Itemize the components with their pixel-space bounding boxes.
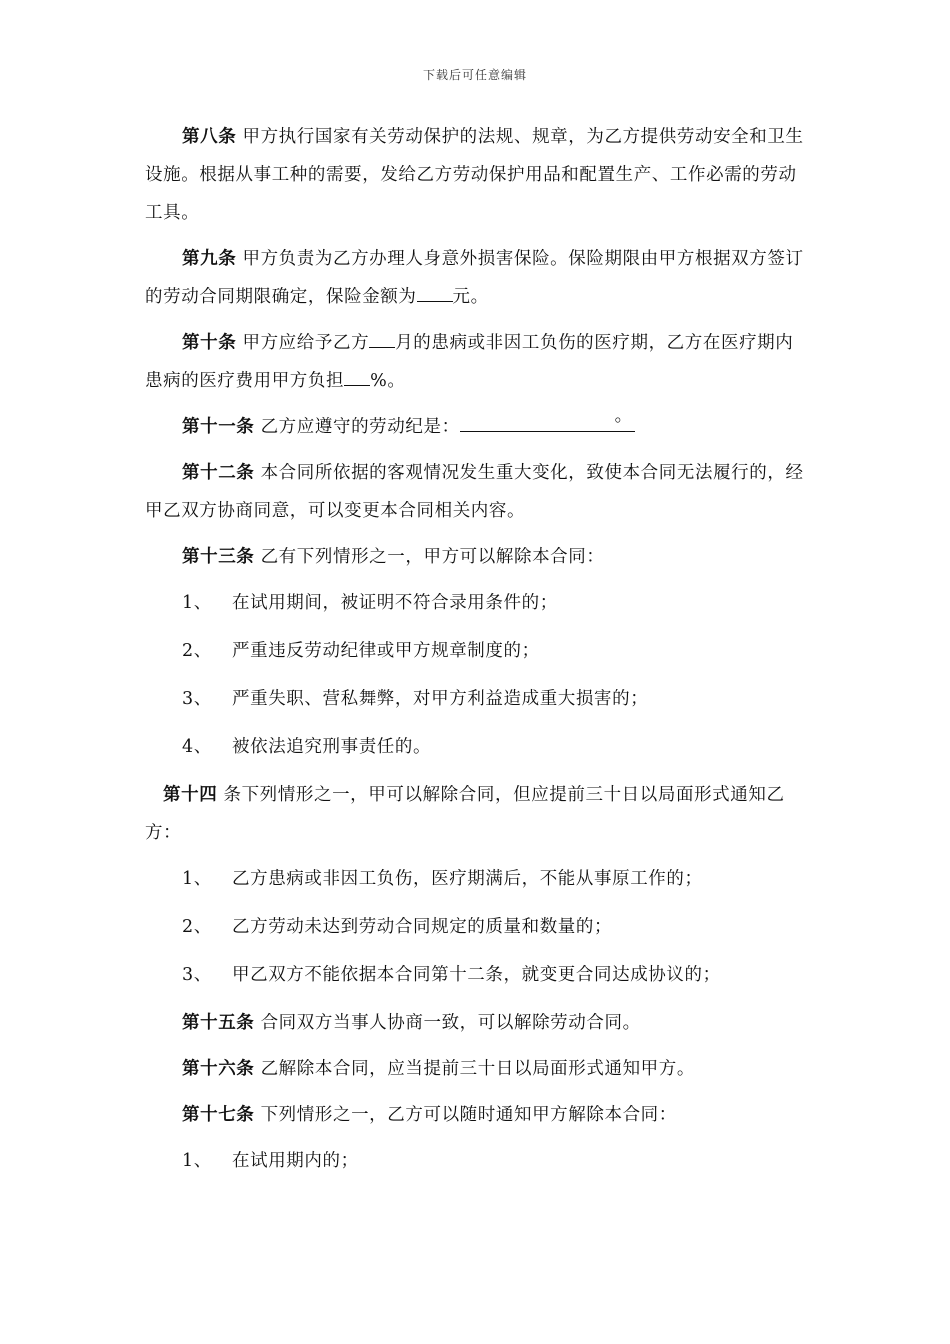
article-15: [145, 1004, 810, 1042]
article-number: 第十四: [163, 785, 218, 805]
list-item: [145, 956, 810, 994]
list-text: 乙方患病或非因工负伤，医疗期满后，不能从事原工作的；: [232, 869, 703, 889]
article-text: 合同双方当事人协商一致，可以解除劳动合同。: [254, 1013, 641, 1033]
list-text: 乙方劳动未达到劳动合同规定的质量和数量的；: [232, 917, 613, 937]
article-8: [145, 118, 810, 232]
list-number: 1、: [182, 1151, 212, 1171]
article-11: [145, 408, 810, 446]
article-number: 第十五条: [182, 1013, 255, 1033]
fill-in-blank: [417, 281, 453, 302]
list-number: 4、: [182, 737, 212, 757]
article-text: 月的患病或非因工负伤的医疗期，乙方在医疗期内患病的医疗费用甲方负担: [145, 333, 794, 391]
article-text: 下列情形之一，乙方可以随时通知甲方解除本合同：: [254, 1105, 677, 1125]
article-number: 第十六条: [182, 1059, 255, 1079]
article-16: [145, 1050, 810, 1088]
list-text: 在试用期间，被证明不符合录用条件的；: [232, 593, 558, 613]
article-12: [145, 454, 810, 530]
list-text: 严重违反劳动纪律或甲方规章制度的；: [232, 641, 540, 661]
list-item: [145, 728, 810, 766]
list-text: 甲乙双方不能依据本合同第十二条，就变更合同达成协议的；: [232, 965, 721, 985]
list-text: 严重失职、营私舞弊，对甲方利益造成重大损害的；: [232, 689, 649, 709]
article-text: 条下列情形之一，甲可以解除合同，但应提前三十日以局面形式通知乙方：: [145, 785, 785, 843]
article-number: 第十七条: [182, 1105, 255, 1125]
list-item: [145, 908, 810, 946]
list-item: [145, 680, 810, 718]
list-number: 3、: [182, 965, 212, 985]
article-number: 第十二条: [182, 463, 255, 483]
article-text: 。: [614, 406, 633, 426]
article-text: 甲方执行国家有关劳动保护的法规、规章，为乙方提供劳动安全和卫生设施。根据从事工种的需要，发给乙方劳动保护用品和配置生产、工作必需的劳动工具。: [145, 127, 804, 223]
article-text: 甲方负责为乙方办理人身意外损害保险。保险期限由甲方根据双方签订的劳动合同期限确定，保险金额为: [145, 249, 804, 307]
list-item: [145, 632, 810, 670]
article-number: 第八条: [182, 127, 237, 147]
page-header: 下载后可任意编辑: [422, 68, 527, 82]
article-13: [145, 538, 810, 576]
list-number: 2、: [182, 641, 212, 661]
article-number: 第九条: [182, 249, 237, 269]
article-9: [145, 240, 810, 316]
fill-in-blank: [369, 327, 395, 348]
fill-in-blank: [344, 365, 370, 386]
article-text: 本合同所依据的客观情况发生重大变化，致使本合同无法履行的，经甲乙双方协商同意，可以变更本合同相关内容。: [145, 463, 804, 521]
article-text: 甲方应给予乙方: [236, 333, 370, 353]
article-14: [145, 776, 810, 852]
article-number: 第十一条: [182, 417, 255, 437]
fill-in-blank: [460, 406, 635, 432]
list-text: 在试用期内的；: [232, 1151, 359, 1171]
article-text: %。: [370, 371, 406, 391]
list-item: [145, 1142, 810, 1180]
list-number: 3、: [182, 689, 212, 709]
list-number: 2、: [182, 917, 212, 937]
article-10: [145, 324, 810, 400]
article-text: 乙有下列情形之一，甲方可以解除本合同：: [254, 547, 605, 567]
list-number: 1、: [182, 869, 212, 889]
list-item: [145, 860, 810, 898]
article-number: 第十条: [182, 333, 237, 353]
list-text: 被依法追究刑事责任的。: [232, 737, 432, 757]
list-number: 1、: [182, 593, 212, 613]
article-17: [145, 1096, 810, 1134]
article-text: 乙方应遵守的劳动纪是：: [254, 417, 460, 437]
article-number: 第十三条: [182, 547, 255, 567]
article-text: 元。: [452, 287, 489, 307]
list-item: [145, 584, 810, 622]
article-text: 乙解除本合同，应当提前三十日以局面形式通知甲方。: [254, 1059, 695, 1079]
document-body: [145, 118, 810, 1190]
